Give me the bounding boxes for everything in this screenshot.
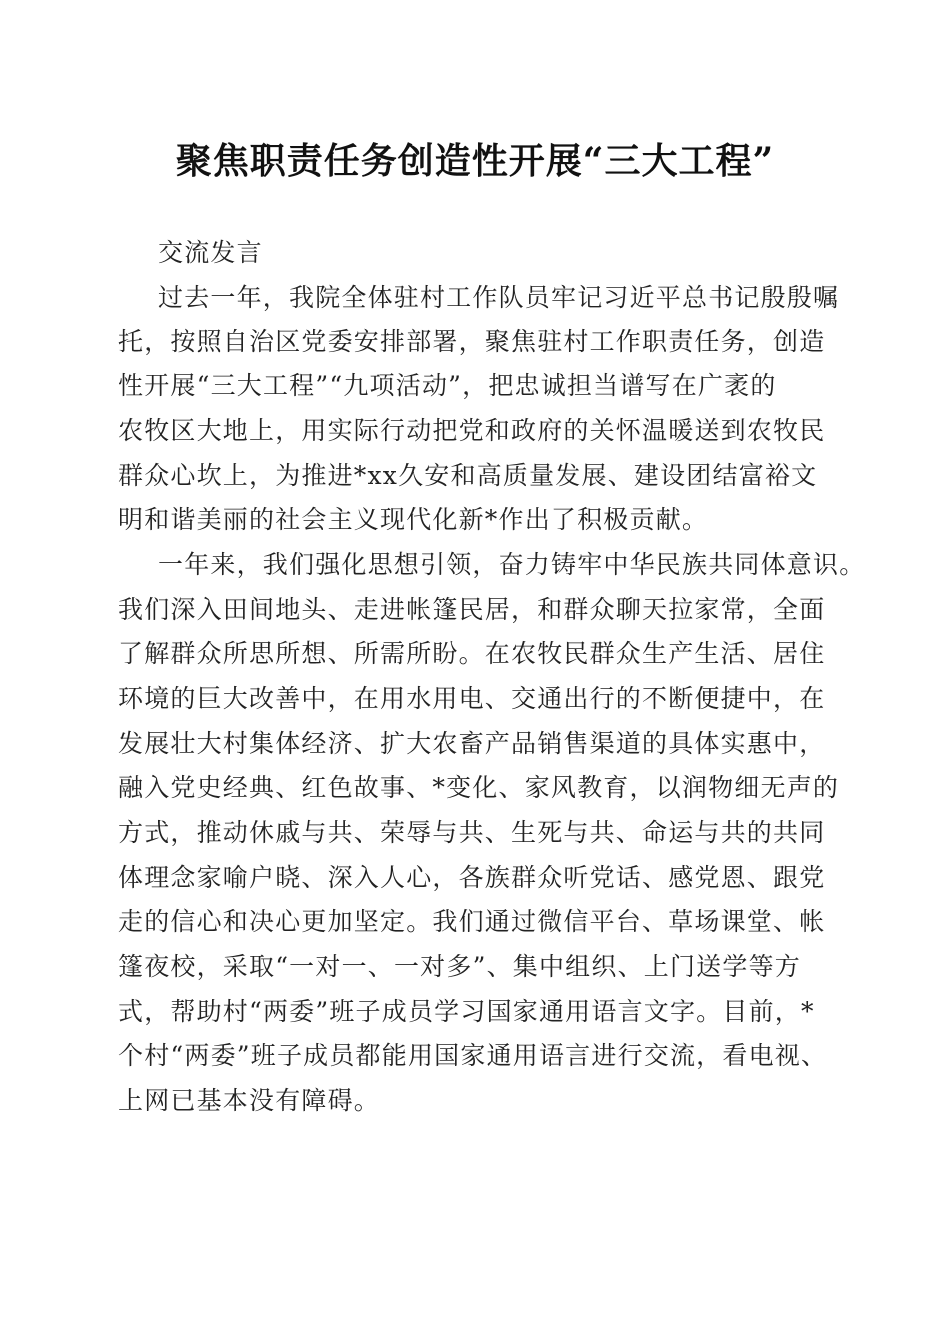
text-line: 发展壮大村集体经济、扩大农畜产品销售渠道的具体实惠中， xyxy=(118,729,826,758)
text-line: 环境的巨大改善中，在用水用电、交通出行的不断便捷中，在 xyxy=(118,684,826,713)
text-line: 过去一年，我院全体驻村工作队员牢记习近平总书记殷殷嘱 xyxy=(158,283,840,312)
text-line: 一年来，我们强化思想引领，奋力铸牢中华民族共同体意识。 xyxy=(158,550,866,579)
text-line: 走的信心和决心更加坚定。我们通过微信平台、草场课堂、帐 xyxy=(118,907,826,936)
text-line: 上网已基本没有障碍。 xyxy=(118,1086,381,1115)
text-line: 群众心坎上，为推进*xx久安和高质量发展、建设团结富裕文 xyxy=(118,461,818,490)
text-line: 了解群众所思所想、所需所盼。在农牧民群众生产生活、居住 xyxy=(118,639,826,668)
text-line: 性开展“三大工程”“九项活动”，把忠诚担当谱写在广袤的 xyxy=(118,371,777,400)
text-line: 篷夜校，采取“一对一、一对多”、集中组织、上门送学等方 xyxy=(118,952,801,981)
text-line: 托，按照自治区党委安排部署，聚焦驻村工作职责任务，创造 xyxy=(118,327,826,356)
text-line: 体理念家喻户晓、深入人心，各族群众听党话、感党恩、跟党 xyxy=(118,863,826,892)
text-line: 农牧区大地上，用实际行动把党和政府的关怀温暖送到农牧民 xyxy=(118,416,826,445)
text-line: 式，帮助村“两委”班子成员学习国家通用语言文字。目前，* xyxy=(118,997,815,1026)
text-line: 明和谐美丽的社会主义现代化新*作出了积极贡献。 xyxy=(118,505,709,534)
subtitle: 交流发言 xyxy=(158,238,263,267)
text-line: 个村“两委”班子成员都能用国家通用语言进行交流，看电视、 xyxy=(118,1041,828,1070)
text-line: 融入党史经典、红色故事、*变化、家风教育，以润物细无声的 xyxy=(118,773,840,802)
text-line: 方式，推动休戚与共、荣辱与共、生死与共、命运与共的共同 xyxy=(118,818,826,847)
document-title: 聚焦职责任务创造性开展“三大工程” xyxy=(175,140,775,182)
text-line: 我们深入田间地头、走进帐篷民居，和群众聊天拉家常，全面 xyxy=(118,595,826,624)
